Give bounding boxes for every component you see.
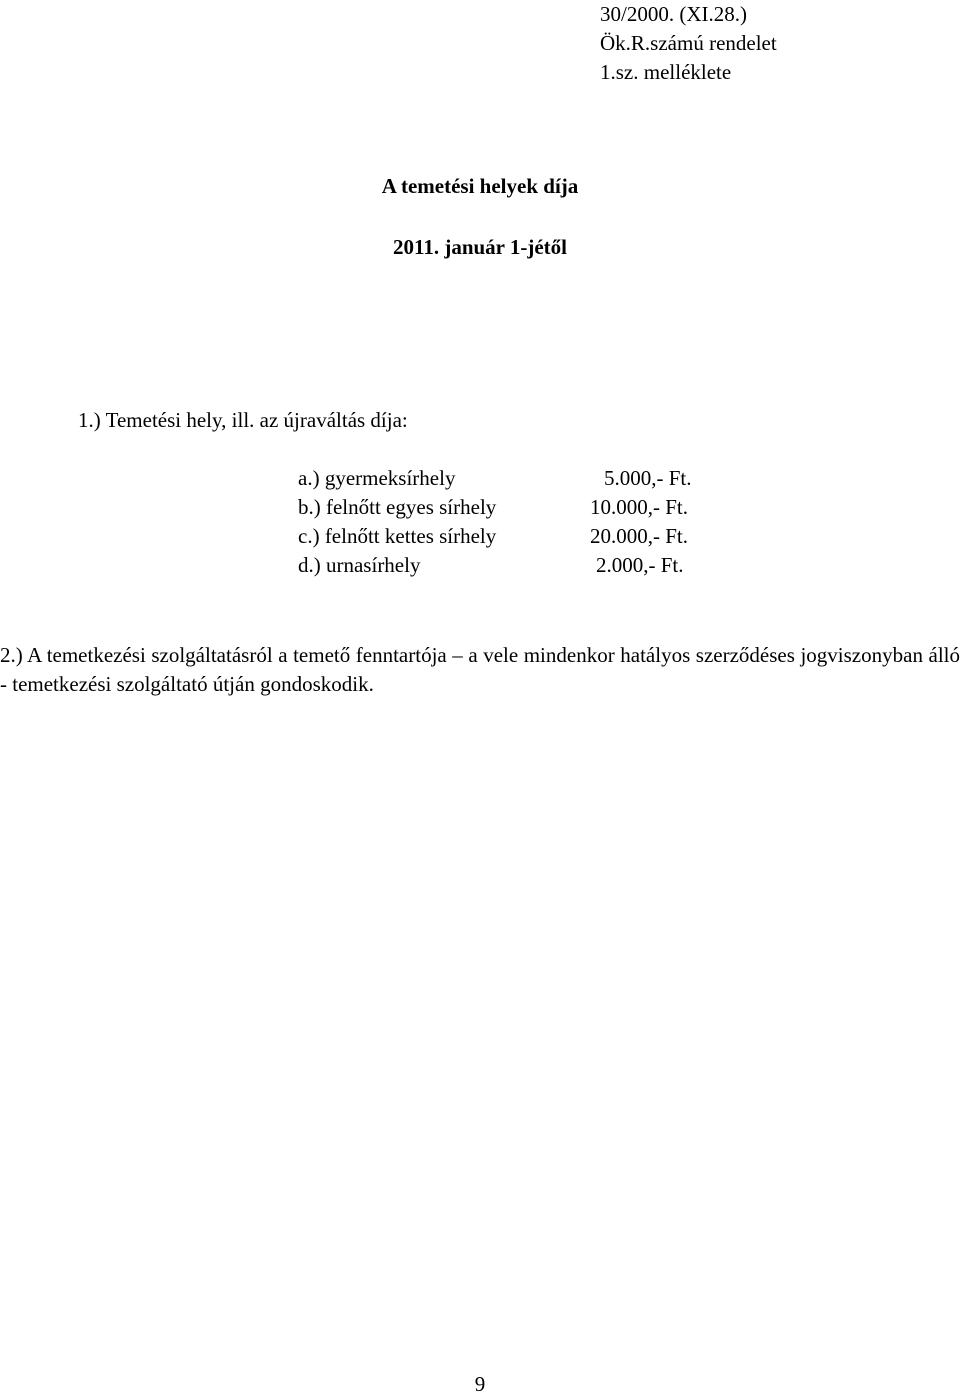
fee-row <box>298 493 758 522</box>
decree-reference <box>600 0 940 87</box>
fee-label: b.) felnőtt egyes sírhely <box>298 495 497 519</box>
document-subtitle: 2011. január 1-jétől <box>392 235 568 259</box>
page-number: 9 <box>474 1372 486 1396</box>
section-1-heading: 1.) Temetési hely, ill. az újraváltás díja: <box>78 408 408 432</box>
fee-label: d.) urnasírhely <box>298 553 421 577</box>
fee-list <box>298 464 758 580</box>
fee-label: a.) gyermeksírhely <box>298 466 456 490</box>
fee-price: 5.000,- Ft. <box>604 466 692 490</box>
fee-row <box>298 464 758 493</box>
fee-price: 2.000,- Ft. <box>596 553 684 577</box>
decree-reference-line1: 30/2000. (XI.28.) <box>600 2 747 26</box>
fee-price: 20.000,- Ft. <box>590 524 689 548</box>
document-title: A temetési helyek díja <box>381 174 579 198</box>
decree-reference-line3: 1.sz. melléklete <box>600 60 732 84</box>
fee-label: c.) felnőtt kettes sírhely <box>298 524 497 548</box>
decree-reference-line2: Ök.R.számú rendelet <box>600 31 777 55</box>
fee-price: 10.000,- Ft. <box>590 495 689 519</box>
section-2-paragraph: 2.) A temetkezési szolgáltatásról a temető fenntartója – a vele mindenkor hatályos szerződéses jogviszonyban álló - temetkezési szolgáltató útján gondoskodik. <box>0 643 960 696</box>
fee-row <box>298 522 758 551</box>
fee-row <box>298 551 758 580</box>
